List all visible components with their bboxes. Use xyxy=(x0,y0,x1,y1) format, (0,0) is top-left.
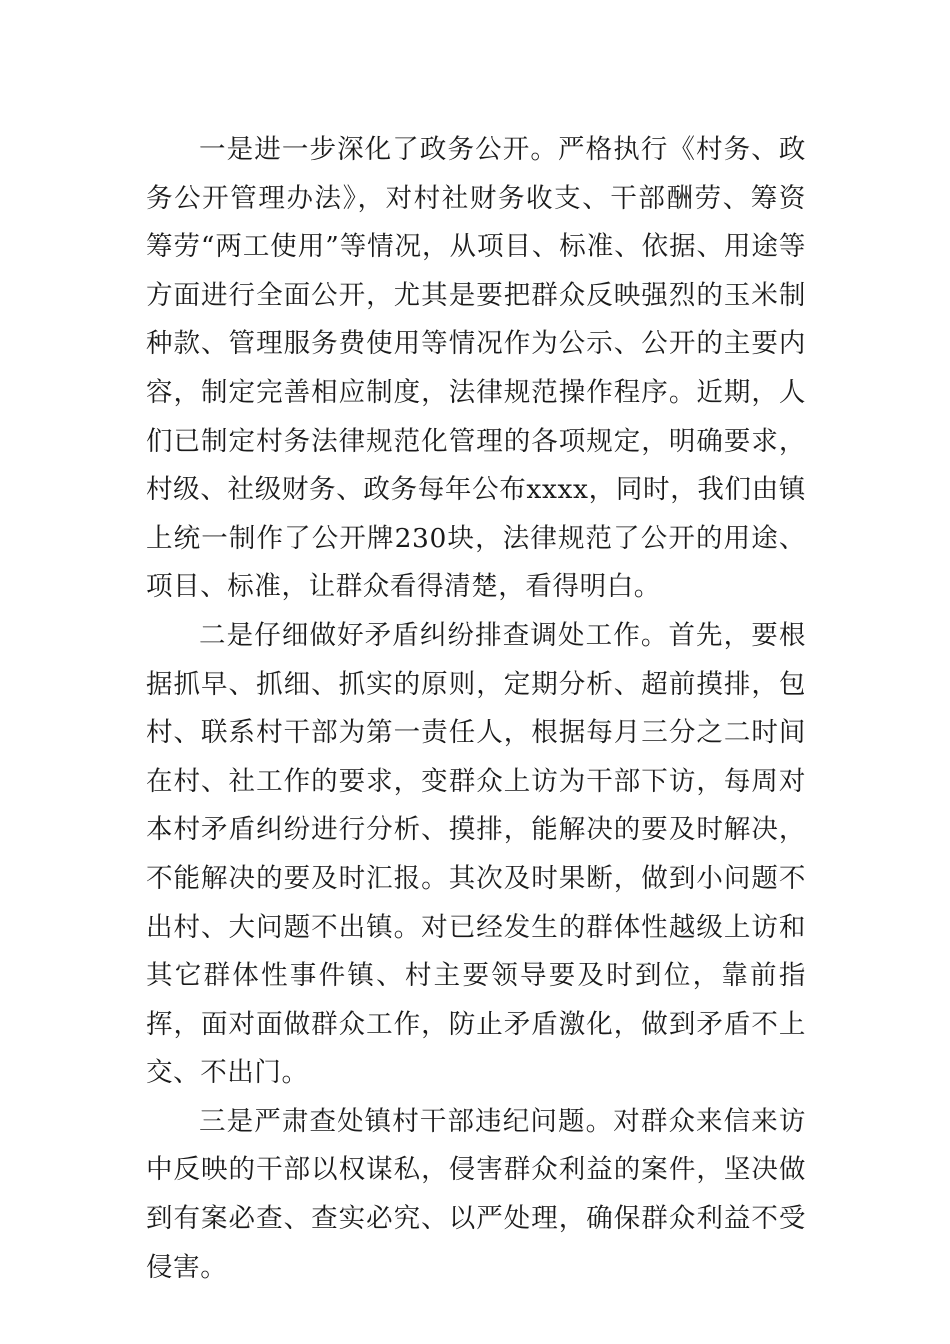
document-body xyxy=(146,126,806,1292)
paragraph-3: 三是严肃查处镇村干部违纪问题。对群众来信来访中反映的干部以权谋私，侵害群众利益的案件，坚决做到有案必查、查实必究、以严处理，确保群众利益不受侵害。 xyxy=(146,1105,806,1283)
paragraph-2: 二是仔细做好矛盾纠纷排查调处工作。首先，要根据抓早、抓细、抓实的原则，定期分析、超前摸排，包村、联系村干部为第一责任人，根据每月三分之二时间在村、社工作的要求，变群众上访为干部下访，每周对本村矛盾纠纷进行分析、摸排，能解决的要及时解决，不能解决的要及时汇报。其次及时果断，做到小问题不出村、大问题不出镇。对已经发生的群体性越级上访和其它群体性事件镇、村主要领导要及时到位，靠前指挥，面对面做群众工作，防止矛盾激化，做到矛盾不上交、不出门。 xyxy=(146,619,806,1089)
paragraph-1: 一是进一步深化了政务公开。严格执行《村务、政务公开管理办法》，对村社财务收支、干部酬劳、筹资筹劳“两工使用”等情况，从项目、标准、依据、用途等方面进行全面公开，尤其是要把群众反映强烈的玉米制种款、管理服务费使用等情况作为公示、公开的主要内容，制定完善相应制度，法律规范操作程序。近期，人们已制定村务法律规范化管理的各项规定，明确要求，村级、社级财务、政务每年公布xxxx，同时，我们由镇上统一制作了公开牌230块，法律规范了公开的用途、项目、标准，让群众看得清楚，看得明白。 xyxy=(146,134,806,603)
